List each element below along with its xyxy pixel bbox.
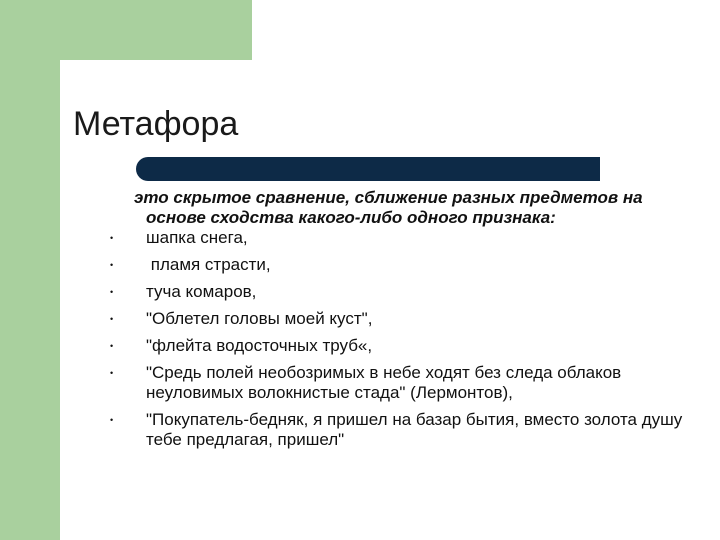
list-item — [110, 410, 700, 450]
green-sidebar-decoration — [0, 0, 60, 540]
list-item — [110, 255, 700, 275]
list-item — [110, 282, 700, 302]
bullet-icon: • — [110, 314, 114, 324]
example-list — [110, 228, 700, 450]
list-item — [110, 309, 700, 329]
bullet-icon: • — [110, 233, 114, 243]
list-item — [110, 336, 700, 356]
list-item-text: "Средь полей необозримых в небе ходят без следа облаков неуловимых волокнистые стада" (Лермонтов), — [146, 363, 622, 402]
list-item — [110, 228, 700, 248]
list-item-text: "Облетел головы моей куст", — [146, 309, 373, 328]
bullet-icon: • — [110, 341, 114, 351]
list-item-text: "флейта водосточных труб«, — [146, 336, 373, 355]
bullet-icon: • — [110, 287, 114, 297]
list-item-text: "Покупатель-бедняк, я пришел на базар бытия, вместо золота душу тебе предлагая, пришел" — [146, 410, 683, 449]
definition-text: это скрытое сравнение, сближение разных предметов на основе сходства какого-либо одного признака: — [134, 188, 643, 227]
bullet-icon: • — [110, 415, 114, 425]
bullet-icon: • — [110, 260, 114, 270]
slide-title: Метафора — [73, 105, 239, 143]
list-item-text: пламя страсти, — [146, 255, 271, 274]
green-top-decoration — [0, 0, 252, 60]
title-underline-bar — [148, 157, 600, 181]
list-item-text: шапка снега, — [146, 228, 248, 247]
list-item-text: туча комаров, — [146, 282, 257, 301]
slide-body — [110, 188, 700, 457]
list-item — [110, 363, 700, 403]
bullet-icon: • — [110, 368, 114, 378]
